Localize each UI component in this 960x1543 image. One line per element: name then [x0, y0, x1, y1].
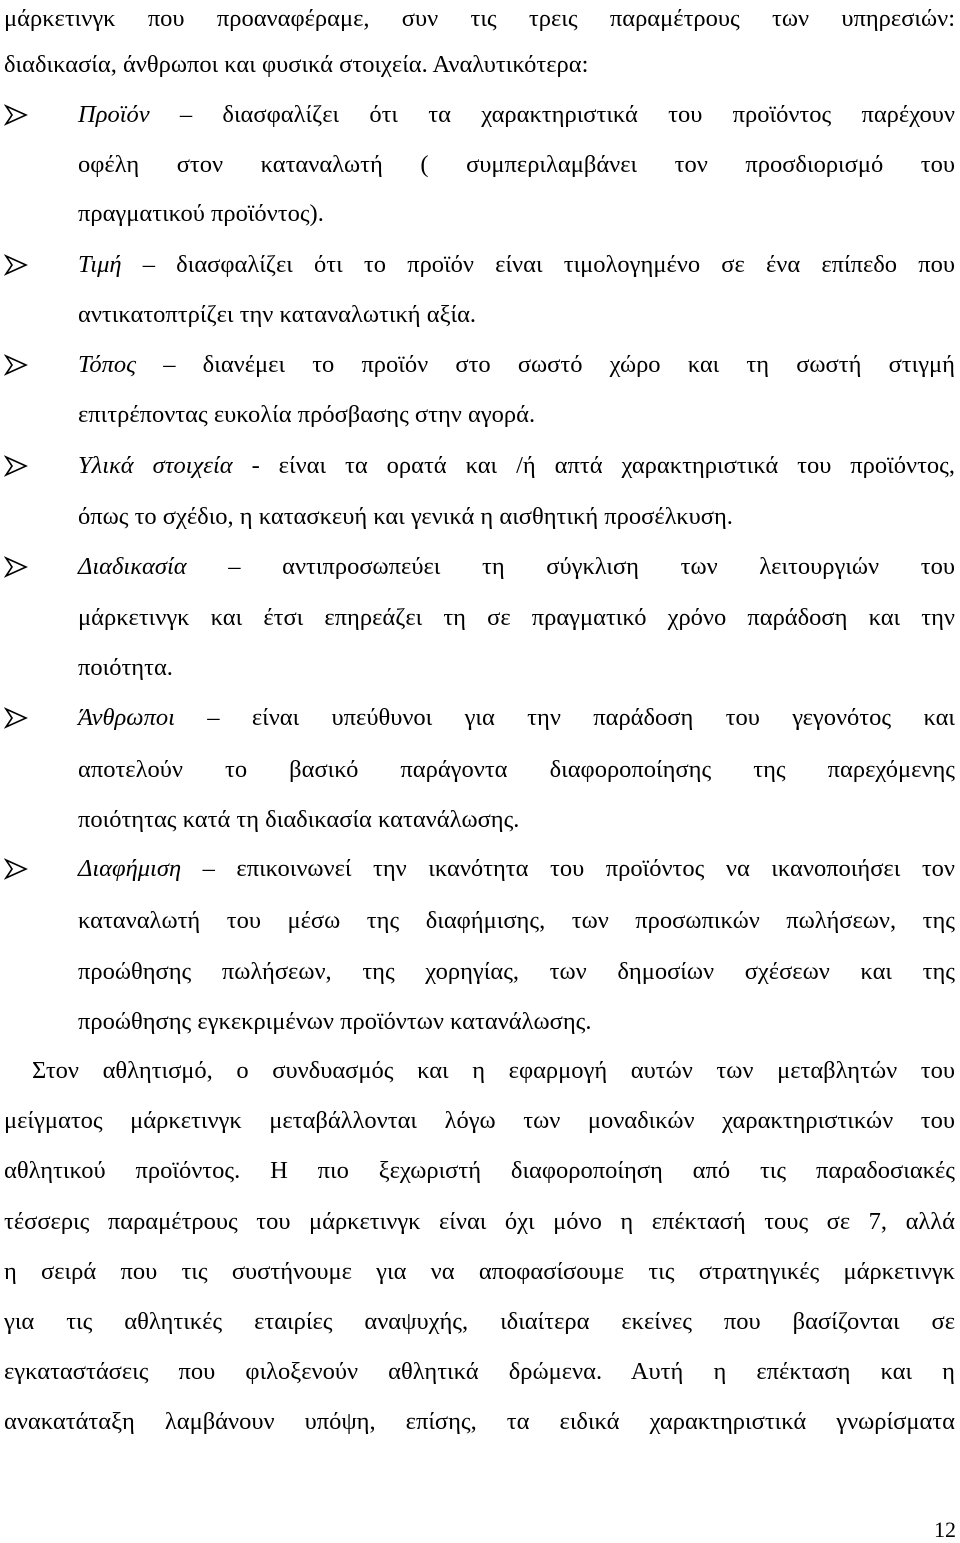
text-line: [78, 502, 955, 552]
text-segment: ποιότητας κατά τη διαδικασία κατανάλωσης.: [78, 806, 520, 833]
text-segment: – διανέμει το προϊόν στο σωστό χώρο και τη σωστή στιγμή: [136, 351, 955, 378]
text-line: [78, 150, 955, 200]
text-segment: μείγματος μάρκετινγκ μεταβάλλονται λόγω των μοναδικών χαρακτηριστικών του: [4, 1107, 955, 1134]
text-line: [4, 1407, 955, 1457]
text-line: [4, 1357, 955, 1407]
text-segment: – είναι υπεύθυνοι για την παράδοση του γεγονότος και: [174, 704, 955, 731]
text-segment: – διασφαλίζει ότι τα χαρακτηριστικά του προϊόντος παρέχουν: [149, 101, 955, 128]
bullet-item-term: Άνθρωποι: [78, 704, 175, 731]
text-segment: τέσσερις παραμέτρους του μάρκετινγκ είναι όχι μόνο η επέκτασή τους σε 7, αλλά: [4, 1208, 955, 1235]
text-line: [78, 300, 955, 350]
bullet-item-term: Τόπος: [78, 351, 137, 378]
text-line: [4, 1307, 955, 1357]
page-number: 12: [934, 1517, 956, 1542]
arrowhead-bullet-icon: [4, 454, 28, 478]
bullet-item-term: Προϊόν: [78, 101, 150, 128]
text-line: [78, 653, 955, 703]
text-segment: διαδικασία, άνθρωποι και φυσικά στοιχεία. Αναλυτικότερα:: [4, 51, 589, 78]
arrowhead-bullet-icon: [4, 857, 28, 881]
text-segment: μάρκετινγκ και έτσι επηρεάζει τη σε πραγματικό χρόνο παράδοση και την: [78, 604, 955, 631]
text-segment: επιτρέποντας ευκολία πρόσβασης στην αγορά.: [78, 401, 536, 428]
text-line: [78, 755, 955, 805]
text-segment: καταναλωτή του μέσω της διαφήμισης, των προσωπικών πωλήσεων, της: [78, 907, 955, 934]
text-segment: η σειρά που τις συστήνουμε για να αποφασίσουμε τις στρατηγικές μάρκετινγκ: [4, 1258, 955, 1285]
text-segment: αποτελούν το βασικό παράγοντα διαφοροποίησης της παρεχόμενης: [78, 756, 955, 783]
bullet-item-line: [78, 250, 955, 300]
text-line: [32, 1056, 955, 1106]
text-line: [78, 1007, 955, 1057]
text-segment: Στον αθλητισμό, ο συνδυασμός και η εφαρμογή αυτών των μεταβλητών του: [32, 1057, 955, 1084]
text-segment: - είναι τα ορατά και /ή απτά χαρακτηριστικά του προϊόντος,: [232, 452, 955, 479]
bullet-item-term: Διαφήμιση: [78, 855, 182, 882]
text-segment: – επικοινωνεί την ικανότητα του προϊόντος να ικανοποιήσει τον: [181, 855, 955, 882]
text-segment: αθλητικού προϊόντος. Η πιο ξεχωριστή διαφοροποίηση από τις παραδοσιακές: [4, 1157, 955, 1184]
text-line: [78, 400, 955, 450]
text-segment: αντικατοπτρίζει την καταναλωτική αξία.: [78, 301, 477, 328]
bullet-item-term: Υλικά στοιχεία: [78, 452, 233, 479]
bullet-item-line: [78, 552, 955, 602]
text-line: [4, 1106, 955, 1156]
text-segment: ανακατάταξη λαμβάνουν υπόψη, επίσης, τα ειδικά χαρακτηριστικά γνωρίσματα: [4, 1408, 955, 1435]
arrowhead-bullet-icon: [4, 253, 28, 277]
text-segment: μάρκετινγκ που προαναφέραμε, συν τις τρεις παραμέτρους των υπηρεσιών:: [4, 5, 955, 32]
text-line: [78, 805, 955, 855]
text-line: [4, 1257, 955, 1307]
text-segment: – αντιπροσωπεύει τη σύγκλιση των λειτουργιών του: [186, 553, 955, 580]
text-segment: εγκαταστάσεις που φιλοξενούν αθλητικά δρώμενα. Αυτή η επέκταση και η: [4, 1358, 955, 1385]
arrowhead-bullet-icon: [4, 103, 28, 127]
text-line: [4, 1156, 955, 1206]
text-line: [4, 50, 955, 100]
bullet-item-line: [78, 703, 955, 753]
text-segment: όπως το σχέδιο, η κατασκευή και γενικά η αισθητική προσέλκυση.: [78, 503, 733, 530]
text-segment: – διασφαλίζει ότι το προϊόν είναι τιμολογημένο σε ένα επίπεδο που: [121, 251, 955, 278]
text-segment: προώθησης πωλήσεων, της χορηγίας, των δημοσίων σχέσεων και της: [78, 958, 955, 985]
text-segment: πραγματικού προϊόντος).: [78, 200, 324, 227]
arrowhead-bullet-icon: [4, 353, 28, 377]
text-line: [78, 199, 955, 249]
bullet-item-term: Διαδικασία: [78, 553, 187, 580]
text-segment: προώθησης εγκεκριμένων προϊόντων κατανάλωσης.: [78, 1008, 592, 1035]
bullet-item-line: [78, 100, 955, 150]
bullet-item-line: [78, 451, 955, 501]
text-line: [78, 603, 955, 653]
text-segment: οφέλη στον καταναλωτή ( συμπεριλαμβάνει τον προσδιορισμό του: [78, 151, 955, 178]
text-line: [4, 1207, 955, 1257]
bullet-item-term: Τιμή: [78, 251, 122, 278]
arrowhead-bullet-icon: [4, 706, 28, 730]
bullet-item-line: [78, 854, 955, 904]
bullet-item-line: [78, 350, 955, 400]
arrowhead-bullet-icon: [4, 555, 28, 579]
text-segment: για τις αθλητικές εταιρίες αναψυχής, ιδιαίτερα εκείνες που βασίζονται σε: [4, 1308, 955, 1335]
text-line: [4, 4, 955, 54]
text-line: [78, 957, 955, 1007]
text-line: [78, 906, 955, 956]
text-segment: ποιότητα.: [78, 654, 173, 681]
